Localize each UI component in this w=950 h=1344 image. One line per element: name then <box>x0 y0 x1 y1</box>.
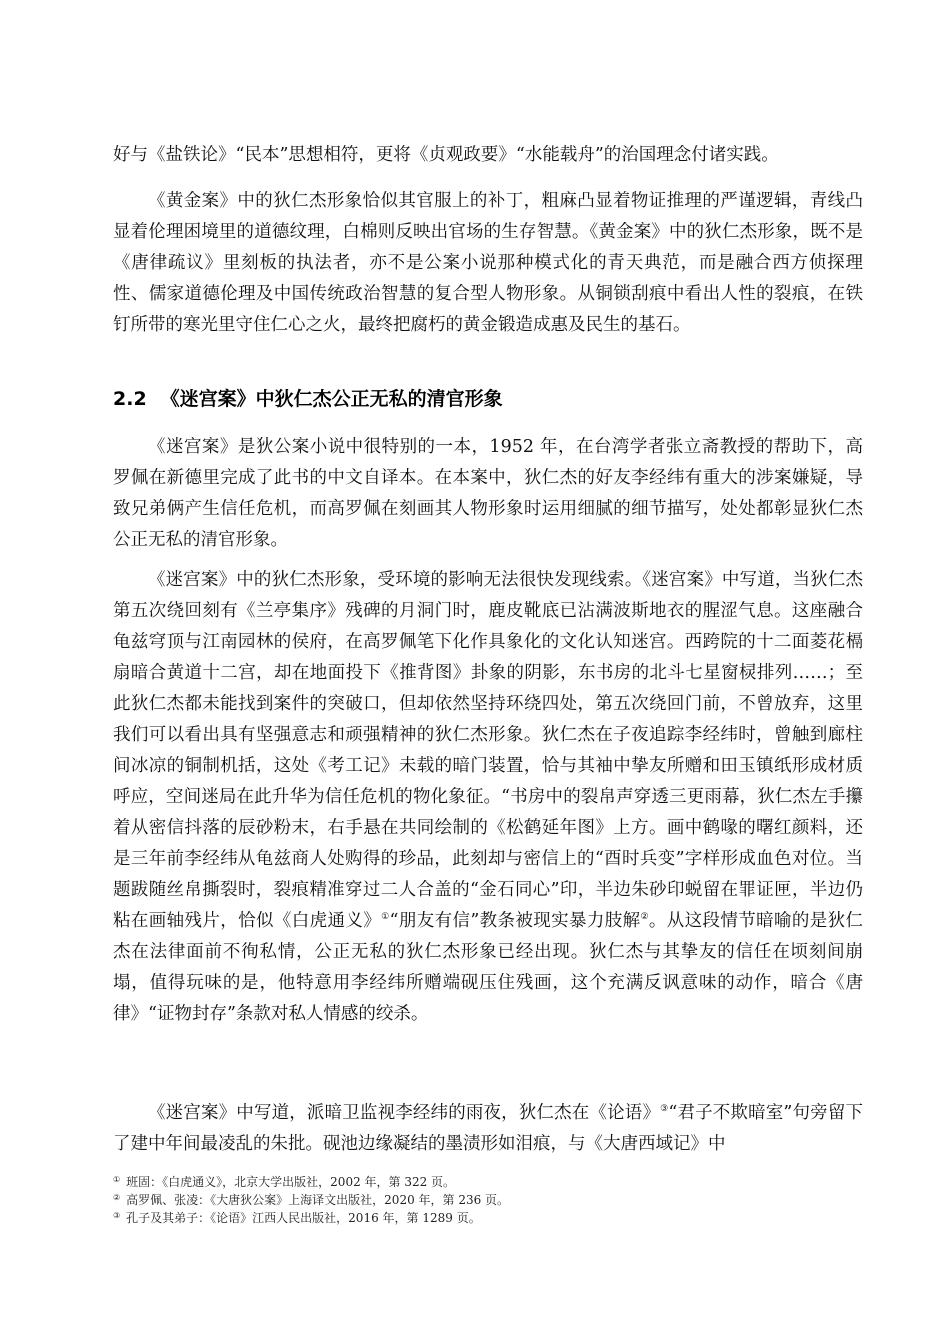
footnote-ref-2[interactable]: ② <box>640 912 649 922</box>
footnote-text: 孔子及其弟子：《论语》江西人民出版社，2016 年，第 1289 页。 <box>126 1211 481 1225</box>
footnote-text: 班固：《白虎通义》，北京大学出版社，2002 年，第 322 页。 <box>126 1175 456 1189</box>
paragraph-maze-intro <box>113 432 863 556</box>
paragraph-text: 《迷宫案》中写道，派暗卫监视李经纬的雨夜，狄仁杰在《论语》 <box>148 1103 661 1123</box>
paragraph-text: 。从这段情节暗喻的是狄仁杰在法律面前不徇私情，公正无私的狄仁杰形象已经出现。狄仁杰与其挚友的信任在顷刻间崩塌，值得玩味的是，他特意用李经纬所赠端砚压住残画，这个充满反讽意味的动作，暗合《唐律》“证物封存”条款对私人情感的绞杀。 <box>113 911 863 1024</box>
paragraph-text: 好与《盐铁论》“民本”思想相符，更将《贞观政要》“水能载舟”的治国理念付诸实践。 <box>113 145 779 165</box>
footnote-mark: ② <box>113 1193 121 1202</box>
footnotes <box>113 1172 863 1226</box>
footnote-ref-1[interactable]: ① <box>381 912 390 922</box>
footnote-2 <box>113 1190 863 1208</box>
footnote-mark: ③ <box>113 1211 121 1220</box>
paragraph-text: “君子不欺暗室”句旁留下了建中年间最凌乱的朱批。砚池边缘凝结的墨渍形如泪痕，与《大唐西域记》中 <box>113 1103 863 1154</box>
paragraph-golden-case <box>113 186 863 341</box>
footnote-3 <box>113 1208 863 1226</box>
paragraph-rainy-night <box>113 1098 863 1160</box>
section-heading <box>113 384 503 414</box>
paragraph-text: 《迷宫案》是狄公案小说中很特别的一本，1952 年，在台湾学者张立斋教授的帮助下，高罗佩在新德里完成了此书的中文自译本。在本案中，狄仁杰的好友李经纬有重大的涉案嫌疑，导致兄弟俩产生信任危机，而高罗佩在刻画其人物形象时运用细腻的细节描写，处处都彰显狄仁杰公正无私的清官形象。 <box>113 437 863 550</box>
paragraph-maze-analysis <box>113 565 863 1030</box>
paragraph-text: “朋友有信”教条被现实暴力肢解 <box>389 911 641 931</box>
footnote-ref-3[interactable]: ③ <box>660 1104 669 1114</box>
paragraph-continuation <box>113 140 863 171</box>
footnote-text: 高罗佩、张凌：《大唐狄公案》上海译文出版社，2020 年，第 236 页。 <box>126 1193 510 1207</box>
section-number: 2.2 <box>113 388 147 410</box>
footnote-mark: ① <box>113 1175 121 1184</box>
section-title: 《迷宫案》中狄仁杰公正无私的清官形象 <box>160 388 503 410</box>
paragraph-text: 《迷宫案》中的狄仁杰形象，受环境的影响无法很快发现线索。《迷宫案》中写道，当狄仁杰第五次绕回刻有《兰亭集序》残碑的月洞门时，鹿皮靴底已沾满波斯地衣的腥涩气息。这座融合龟兹穹顶与江南园林的侯府，在高罗佩笔下化作具象化的文化认知迷宫。西跨院的十二面菱花槅扇暗合黄道十二宫，却在地面投下《推背图》卦象的阴影，东书房的北斗七星窗棂排列……；至此狄仁杰都未能找到案件的突破口，但却依然坚持环绕四处，第五次绕回门前，不曾放弃，这里我们可以看出具有坚强意志和顽强精神的狄仁杰形象。狄仁杰在子夜追踪李经纬时，曾触到廊柱间冰凉的铜制机括，这处《考工记》未载的暗门装置，恰与其袖中挚友所赠和田玉镇纸形成材质呼应，空间迷局在此升华为信任危机的物化象征。“书房中的裂帛声穿透三更雨幕，狄仁杰左手攥着从密信抖落的辰砂粉末，右手悬在共同绘制的《松鹤延年图》上方。画中鹤喙的曙红颜料，还是三年前李经纬从龟兹商人处购得的珍品，此刻却与密信上的“酉时兵变”字样形成血色对位。当题跋随丝帛撕裂时，裂痕精准穿过二人合盖的“金石同心”印，半边朱砂印蜕留在罪证匣，半边仍粘在画轴残片，恰似《白虎通义》 <box>113 570 863 931</box>
footnote-1 <box>113 1172 863 1190</box>
paragraph-text: 《黄金案》中的狄仁杰形象恰似其官服上的补丁，粗麻凸显着物证推理的严谨逻辑，青线凸显着伦理困境里的道德纹理，白棉则反映出官场的生存智慧。《黄金案》中的狄仁杰形象，既不是《唐律疏议》里刻板的执法者，亦不是公案小说那种模式化的青天典范，而是融合西方侦探理性、儒家道德伦理及中国传统政治智慧的复合型人物形象。从铜锁刮痕中看出人性的裂痕，在铁钉所带的寒光里守住仁心之火，最终把腐朽的黄金锻造成惠及民生的基石。 <box>113 191 863 335</box>
